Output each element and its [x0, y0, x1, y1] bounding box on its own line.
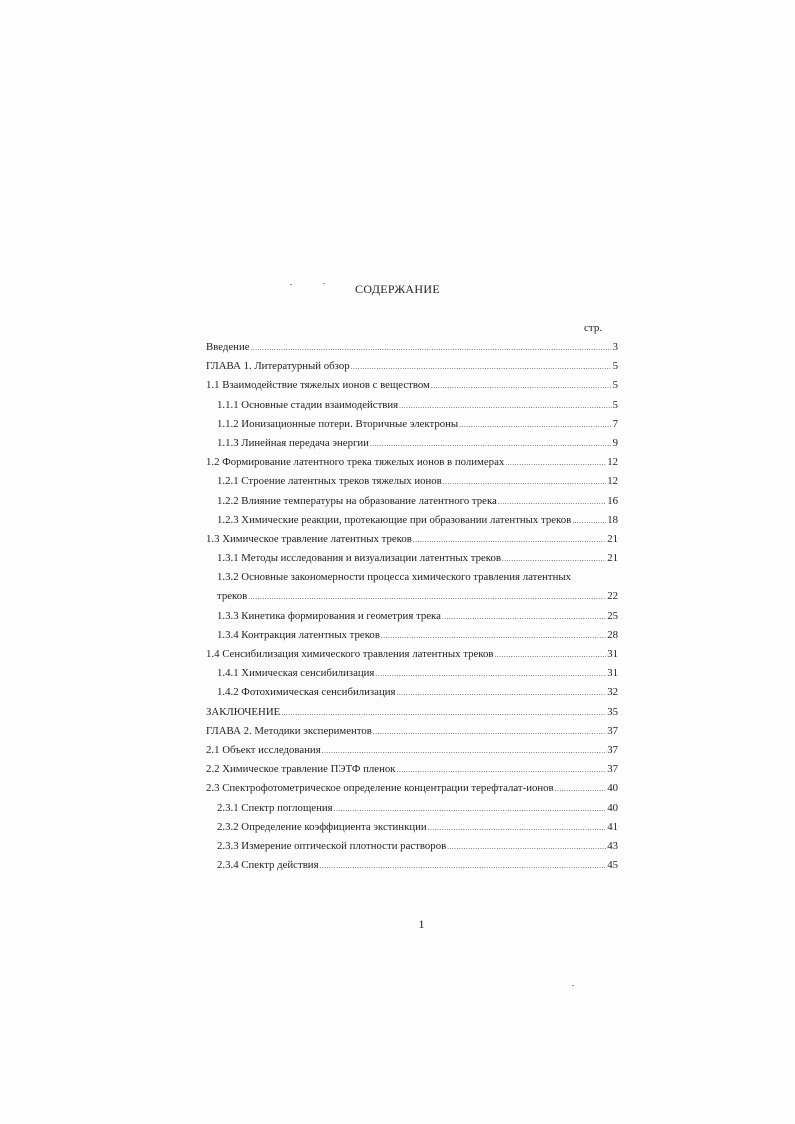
toc-entry [206, 645, 618, 664]
toc-entry [206, 568, 618, 587]
toc-entry-page: 45 [607, 859, 618, 872]
toc-entry-title: 2.3.2 Определение коэффициента экстинкции [217, 820, 427, 833]
toc-entry [206, 818, 618, 837]
scan-speck [323, 283, 325, 284]
dot-leader [281, 704, 606, 723]
toc-entry-title: 1.3.4 Контракция латентных треков [217, 628, 380, 641]
toc-entry-title: 1.1.3 Линейная передача энергии [217, 436, 369, 449]
dot-leader [459, 416, 611, 435]
dot-leader [375, 665, 606, 684]
toc-entry-title: 1.2.2 Влияние температуры на образование латентного трека [217, 494, 497, 507]
toc-entry-title: ЗАКЛЮЧЕНИЕ [206, 705, 281, 718]
dot-leader [502, 550, 606, 569]
toc-entry-page: 12 [607, 456, 618, 469]
toc-entry-title: 1.3.1 Методы исследования и визуализации латентных треков [217, 552, 501, 565]
toc-entry-title: 1.3.3 Кинетика формирования и геометрия трека [217, 609, 441, 622]
dot-leader [397, 761, 607, 780]
toc-entry-page: 5 [612, 360, 618, 373]
toc-entry-page: 43 [607, 839, 618, 852]
dot-leader [572, 512, 606, 531]
toc-entry [206, 338, 618, 357]
toc-entry-page: 28 [607, 628, 618, 641]
dot-leader [498, 493, 606, 512]
toc-entry [206, 434, 618, 453]
dot-leader [442, 608, 606, 627]
toc-entry-page: 16 [607, 494, 618, 507]
toc-entry-page: 31 [607, 667, 618, 680]
page-column-label: стр. [584, 322, 603, 334]
dot-leader [351, 358, 612, 377]
toc-entry-page: 21 [607, 532, 618, 545]
toc-entry [206, 549, 618, 568]
toc-entry-title: 1.3 Химическое травление латентных треков [206, 532, 412, 545]
toc-entry [206, 683, 618, 702]
toc-entry [206, 453, 618, 472]
dot-leader [413, 531, 606, 550]
dot-leader [505, 454, 606, 473]
toc-entry [206, 837, 618, 856]
toc-entry-page: 37 [607, 743, 618, 756]
toc-entry-page: 3 [612, 341, 618, 353]
toc-entry-page: 12 [607, 475, 618, 488]
dot-leader [428, 819, 607, 838]
toc-entry-page: 40 [607, 782, 618, 795]
toc-entry-page: 35 [607, 705, 618, 718]
toc-entry-title: 2.3.3 Измерение оптической плотности растворов [217, 839, 447, 852]
table-of-contents [206, 338, 618, 875]
toc-entry-page: 40 [607, 801, 618, 814]
toc-entry [206, 856, 618, 875]
toc-entry-title: ГЛАВА 2. Методики экспериментов [206, 724, 372, 737]
toc-entry-title: 1.1 Взаимодействие тяжелых ионов с веществом [206, 379, 430, 392]
toc-entry-title: 2.3 Спектрофотометрическое определение концентрации терефталат-ионов [206, 782, 554, 795]
toc-entry-title: 2.1 Объект исследования [206, 743, 321, 756]
dot-leader [494, 646, 606, 665]
toc-entry-page: 32 [607, 686, 618, 699]
toc-entry [206, 396, 618, 415]
toc-entry [206, 703, 618, 722]
toc-entry-title: 2.2 Химическое травление ПЭТФ пленок [206, 763, 396, 776]
toc-entry-page: 41 [607, 820, 618, 833]
toc-entry-title: 1.2.1 Строение латентных треков тяжелых ионов [217, 475, 442, 488]
toc-entry [206, 376, 618, 395]
toc-entry-title: 1.2 Формирование латентного трека тяжелых ионов в полимерах [206, 456, 505, 469]
toc-entry [206, 799, 618, 818]
toc-entry-page: 31 [607, 648, 618, 660]
dot-leader [251, 339, 612, 358]
dot-leader [370, 435, 612, 454]
toc-entry [206, 357, 618, 376]
toc-entry [206, 779, 618, 798]
dot-leader [320, 857, 607, 876]
toc-entry [206, 492, 618, 511]
dot-leader [373, 723, 606, 742]
toc-entry-title: 1.1.2 Ионизационные потери. Вторичные электроны [217, 417, 459, 430]
scan-speck [572, 985, 574, 986]
toc-entry-page: 5 [612, 379, 618, 392]
toc-entry [206, 722, 618, 741]
toc-entry-page: 7 [612, 417, 618, 430]
toc-entry [206, 626, 618, 645]
toc-entry-title: 2.3.4 Спектр действия [217, 859, 319, 872]
toc-entry-title: 2.3.1 Спектр поглощения [217, 801, 333, 814]
toc-entry-page: 25 [607, 609, 618, 622]
toc-entry-page: 37 [607, 763, 618, 776]
toc-entry-title: 1.4.1 Химическая сенсибилизация [217, 667, 375, 680]
page-number: 1 [418, 917, 425, 931]
toc-entry-title: 1.1.1 Основные стадии взаимодействия [217, 398, 399, 411]
toc-entry-page: 37 [607, 724, 618, 737]
toc-entry-title: 1.4.2 Фотохимическая сенсибилизация [217, 686, 396, 699]
toc-entry [206, 607, 618, 626]
toc-entry [206, 511, 618, 530]
dot-leader [399, 397, 611, 416]
toc-entry-title: треков [217, 590, 248, 603]
toc-entry [206, 472, 618, 491]
toc-entry-title: ГЛАВА 1. Литературный обзор [206, 360, 350, 373]
toc-entry-page: 22 [607, 590, 618, 603]
toc-entry-title: Введение [206, 341, 250, 353]
toc-entry-title: 1.4 Сенсибилизация химического травления латентных треков [206, 648, 494, 660]
toc-entry-title: 1.2.3 Химические реакции, протекающие при образовании латентных треков [217, 513, 572, 526]
toc-entry-page: 18 [607, 513, 618, 526]
dot-leader [322, 742, 607, 761]
toc-entry-page: 5 [612, 398, 618, 411]
dot-leader [248, 588, 606, 607]
toc-entry [206, 415, 618, 434]
toc-entry [206, 587, 618, 606]
dot-leader [431, 377, 612, 396]
toc-entry [206, 760, 618, 779]
toc-heading: СОДЕРЖАНИЕ [355, 282, 440, 296]
toc-entry [206, 741, 618, 760]
toc-entry [206, 530, 618, 549]
toc-entry-page: 9 [612, 436, 618, 449]
dot-leader [334, 800, 607, 819]
scan-speck [290, 284, 292, 285]
toc-entry [206, 664, 618, 683]
toc-entry-title: 1.3.2 Основные закономерности процесса химического травления латентных [217, 571, 572, 584]
dot-leader [447, 838, 606, 857]
toc-entry-page: 21 [607, 552, 618, 565]
dot-leader [381, 627, 606, 646]
dot-leader [396, 684, 606, 703]
dot-leader [555, 780, 607, 799]
dot-leader [443, 473, 606, 492]
